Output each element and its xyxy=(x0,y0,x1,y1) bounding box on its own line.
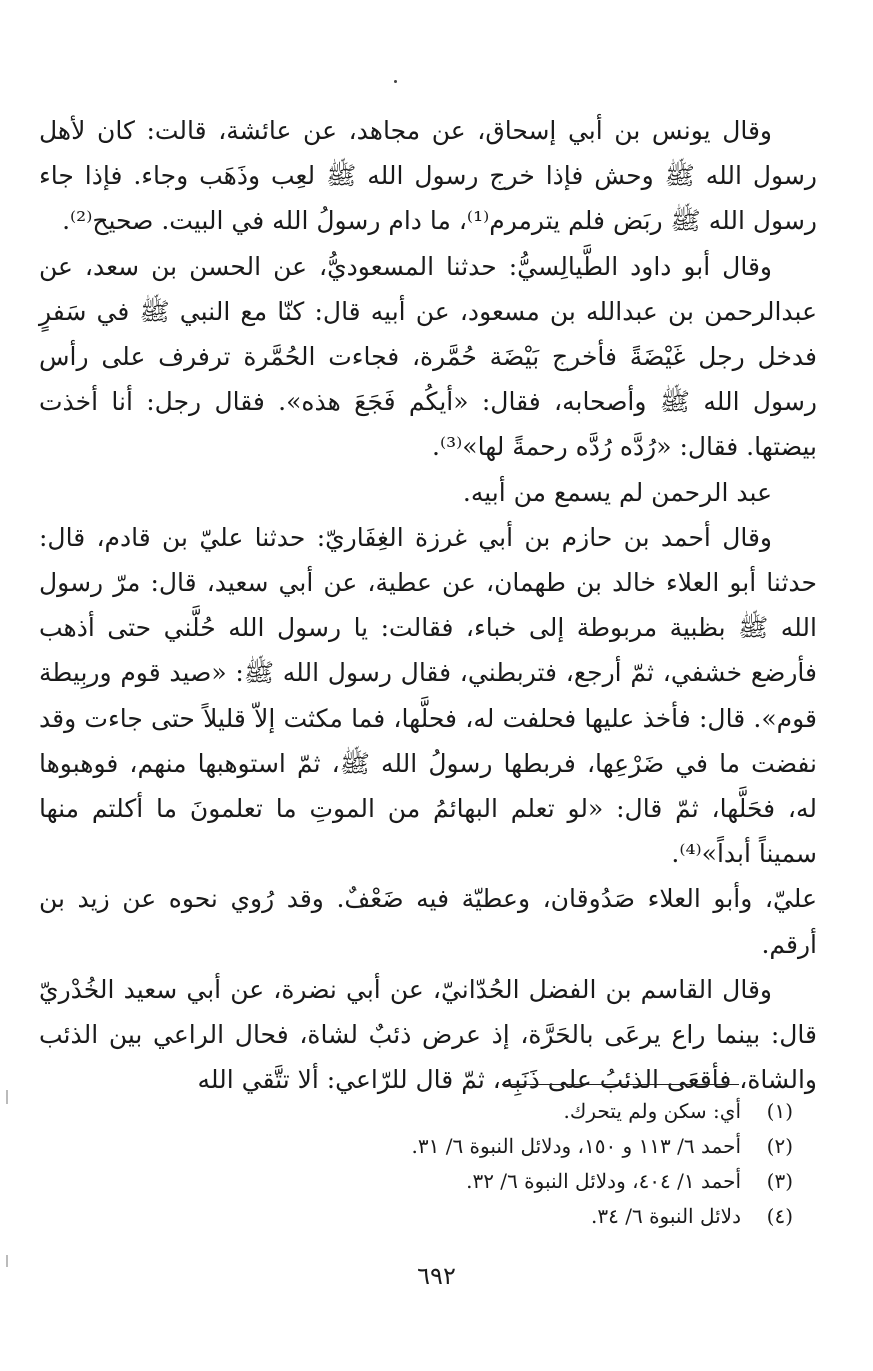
paragraph: وقال أحمد بن حازم بن أبي غرزة الغِفَاريّ: حدثنا عليّ بن قادم، قال: حدثنا أبو العلاء خالد بن طهمان، عن عطية، عن أبي سعيد، قال: مرّ رسول الله ﷺ بظبية مربوطة إلى خباء، فقالت: يا رسول الله حُلَّني حتى أذهب فأرضع خشفي، ثمّ أرجع، فتربطني، فقال رسول الله ﷺ: «صيد قوم وربِيطة قوم». قال: فأخذ عليها فحلفت له، فحلَّها، فما مكثت إلاّ قليلاً حتى جاءت وقد نفضت ما في ضَرْعِها، فربطها رسولُ الله ﷺ، ثمّ استوهبها منهم، فوهبوها له، فحَلَّها، ثمّ قال: «لو تعلم البهائمُ من الموتِ ما تعلمونَ ما أكلتم منها سميناً أبداً»⁽⁴⁾. xyxy=(39,522,817,869)
paragraph: عبد الرحمن لم يسمع من أبيه. xyxy=(462,477,772,507)
paragraph: وقال يونس بن أبي إسحاق، عن مجاهد، عن عائشة، قالت: كان لأهل رسول الله ﷺ وحش فإذا خرج رسول الله ﷺ لعِب وذَهَب وجاء. فإذا جاء رسول الله ﷺ ربَض فلم يترمرم⁽¹⁾، ما دام رسولُ الله في البيت. صحيح⁽²⁾. xyxy=(39,116,817,236)
footnote-text: أحمد ١/ ٤٠٤، ودلائل النبوة ٦/ ٣٢. xyxy=(466,1169,741,1193)
paragraph: وقال القاسم بن الفضل الحُدّانيّ، عن أبي نضرة، عن أبي سعيد الخُدْريّ قال: بينما راع يرعَى بالحَرَّة، إذ عرض ذئبٌ لشاة، فحال الراعي بين الذئب والشاة، فأقعَى الذئبُ على ذَنَبِه، ثمّ قال للرّاعي: ألا تتَّقي الله xyxy=(39,974,817,1095)
footnote-separator xyxy=(502,1084,739,1085)
footnote xyxy=(193,1199,793,1234)
footnote-number: (١) xyxy=(766,1099,793,1123)
footnote xyxy=(193,1164,793,1199)
main-text xyxy=(39,108,817,1102)
footnote xyxy=(193,1094,793,1129)
page-number: ٦٩٢ xyxy=(417,1262,456,1290)
scan-speck xyxy=(394,80,397,83)
paragraph: عليّ، وأبو العلاء صَدُوقان، وعطيّة فيه ضَعْفٌ. وقد رُوي نحوه عن زيد بن أرقم. xyxy=(39,884,817,959)
footnote-text: دلائل النبوة ٦/ ٣٤. xyxy=(591,1204,741,1228)
footnote-number: (٢) xyxy=(766,1134,793,1158)
scan-edge-mark xyxy=(6,1090,8,1104)
footnote-number: (٤) xyxy=(766,1204,793,1228)
footnote xyxy=(193,1129,793,1164)
footnote-text: أحمد ٦/ ١١٣ و ١٥٠، ودلائل النبوة ٦/ ٣١. xyxy=(411,1134,741,1158)
footnotes xyxy=(193,1094,793,1234)
footnote-number: (٣) xyxy=(766,1169,793,1193)
footnote-text: أي: سكن ولم يتحرك. xyxy=(563,1099,741,1123)
paragraph: وقال أبو داود الطَّيالِسيُّ: حدثنا المسعوديُّ، عن الحسن بن سعد، عن عبدالرحمن بن عبدالله بن مسعود، عن أبيه قال: كنّا مع النبي ﷺ في سَفرٍ فدخل رجل غَيْضَةً فأخرج بَيْضَة حُمَّرة، فجاءت الحُمَّرة ترفرف على رأس رسول الله ﷺ وأصحابه، فقال: «أيكُم فَجَعَ هذه». فقال رجل: أنا أخذت بيضتها. فقال: «رُدَّه رُدَّه رحمةً لها»⁽³⁾. xyxy=(39,251,817,462)
